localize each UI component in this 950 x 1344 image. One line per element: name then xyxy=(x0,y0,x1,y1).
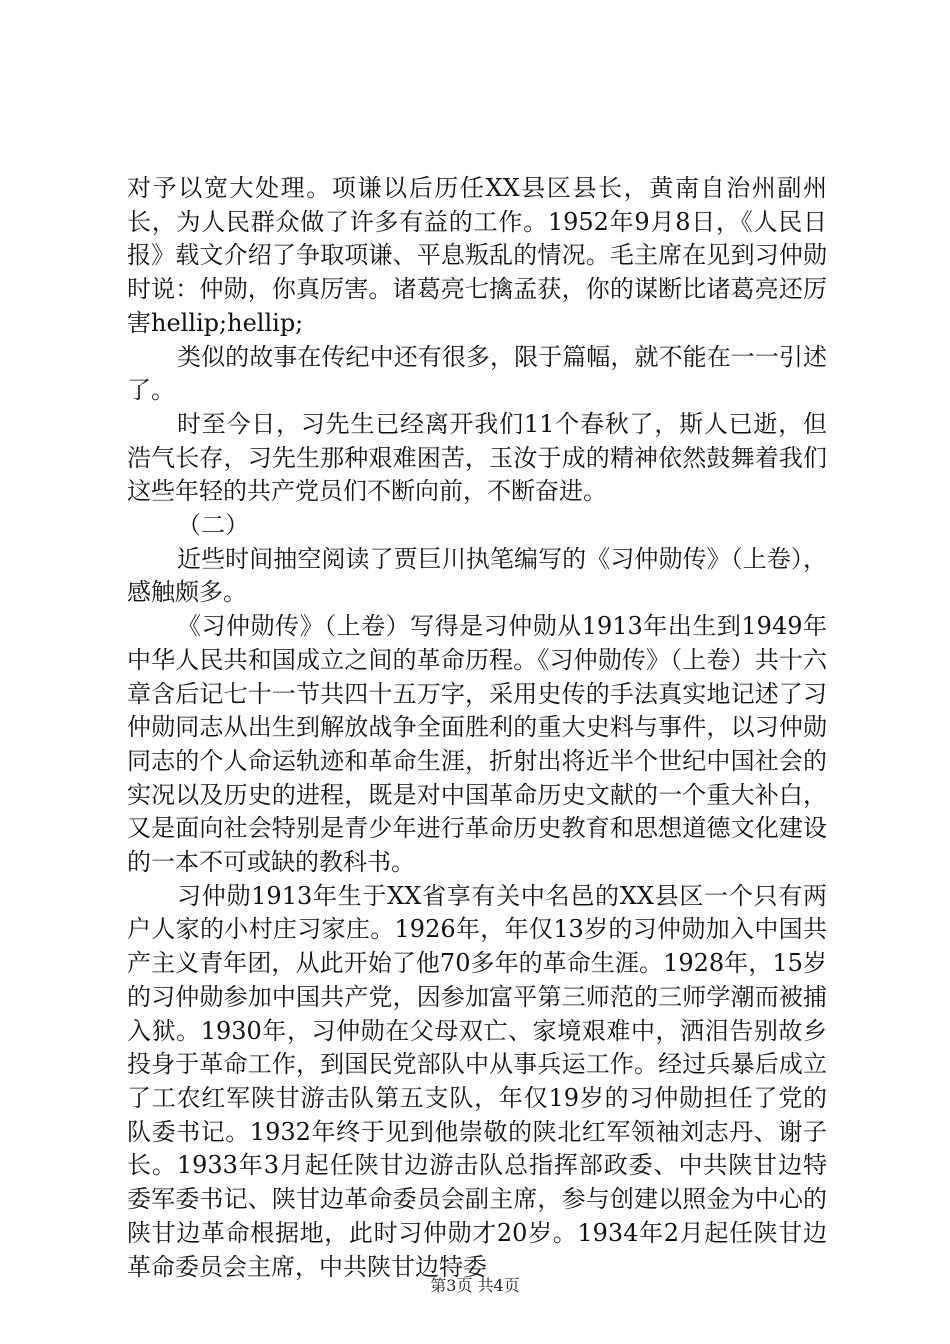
paragraph-5: 近些时间抽空阅读了贾巨川执笔编写的《习仲勋传》（上卷），感触颇多。 xyxy=(127,544,827,607)
paragraph-6: 《习仲勋传》（上卷）写得是习仲勋从1913年出生到1949年中华人民共和国成立之间的革命历程。《习仲勋传》（上卷）共十六章含后记七十一节共四十五万字，采用史传的手法真实地记述了习仲勋同志从出生到解放战争全面胜利的重大史料与事件，以习仲勋同志的个人命运轨迹和革命生涯，折射出将近半个世纪中国社会的实况以及历史的进程，既是对中国革命历史文献的一个重大补白，又是面向社会特别是青少年进行革命历史教育和思想道德文化建设的一本不可或缺的教科书。 xyxy=(127,612,827,877)
section-heading: （二） xyxy=(177,511,249,540)
paragraph-1: 对予以宽大处理。项谦以后历任XX县区县长，黄南自治州副州长，为人民群众做了许多有益的工作。1952年9月8日，《人民日报》载文介绍了争取项谦、平息叛乱的情况。毛主席在见到习仲勋时说：仲勋，你真厉害。诸葛亮七擒孟获，你的谋断比诸葛亮还厉害hellip;hellip; xyxy=(127,174,827,337)
document-body xyxy=(127,172,827,1284)
paragraph-3: 时至今日，习先生已经离开我们11个春秋了，斯人已逝，但浩气长存，习先生那种艰难困苦，玉汝于成的精神依然鼓舞着我们这些年轻的共产党员们不断向前，不断奋进。 xyxy=(127,409,827,506)
page-number: 第3页 共4页 xyxy=(430,1276,520,1295)
page-footer xyxy=(0,1276,950,1296)
paragraph-7: 习仲勋1913年生于XX省享有关中名邑的XX县区一个只有两户人家的小村庄习家庄。1926年，年仅13岁的习仲勋加入中国共产主义青年团，从此开始了他70多年的革命生涯。1928年，15岁的习仲勋参加中国共产党，因参加富平第三师范的三师学潮而被捕入狱。1930年，习仲勋在父母双亡、家境艰难中，洒泪告别故乡投身于革命工作，到国民党部队中从事兵运工作。经过兵暴后成立了工农红军陕甘游击队第五支队，年仅19岁的习仲勋担任了党的队委书记。1932年终于见到他崇敬的陕北红军领袖刘志丹、谢子长。1933年3月起任陕甘边游击队总指挥部政委、中共陕甘边特委军委书记、陕甘边革命委员会副主席，参与创建以照金为中心的陕甘边革命根据地，此时习仲勋才20岁。1934年2月起任陕甘边革命委员会主席，中共陕甘边特委 xyxy=(127,881,827,1281)
paragraph-2: 类似的故事在传纪中还有很多，限于篇幅，就不能在一一引述了。 xyxy=(127,342,827,405)
